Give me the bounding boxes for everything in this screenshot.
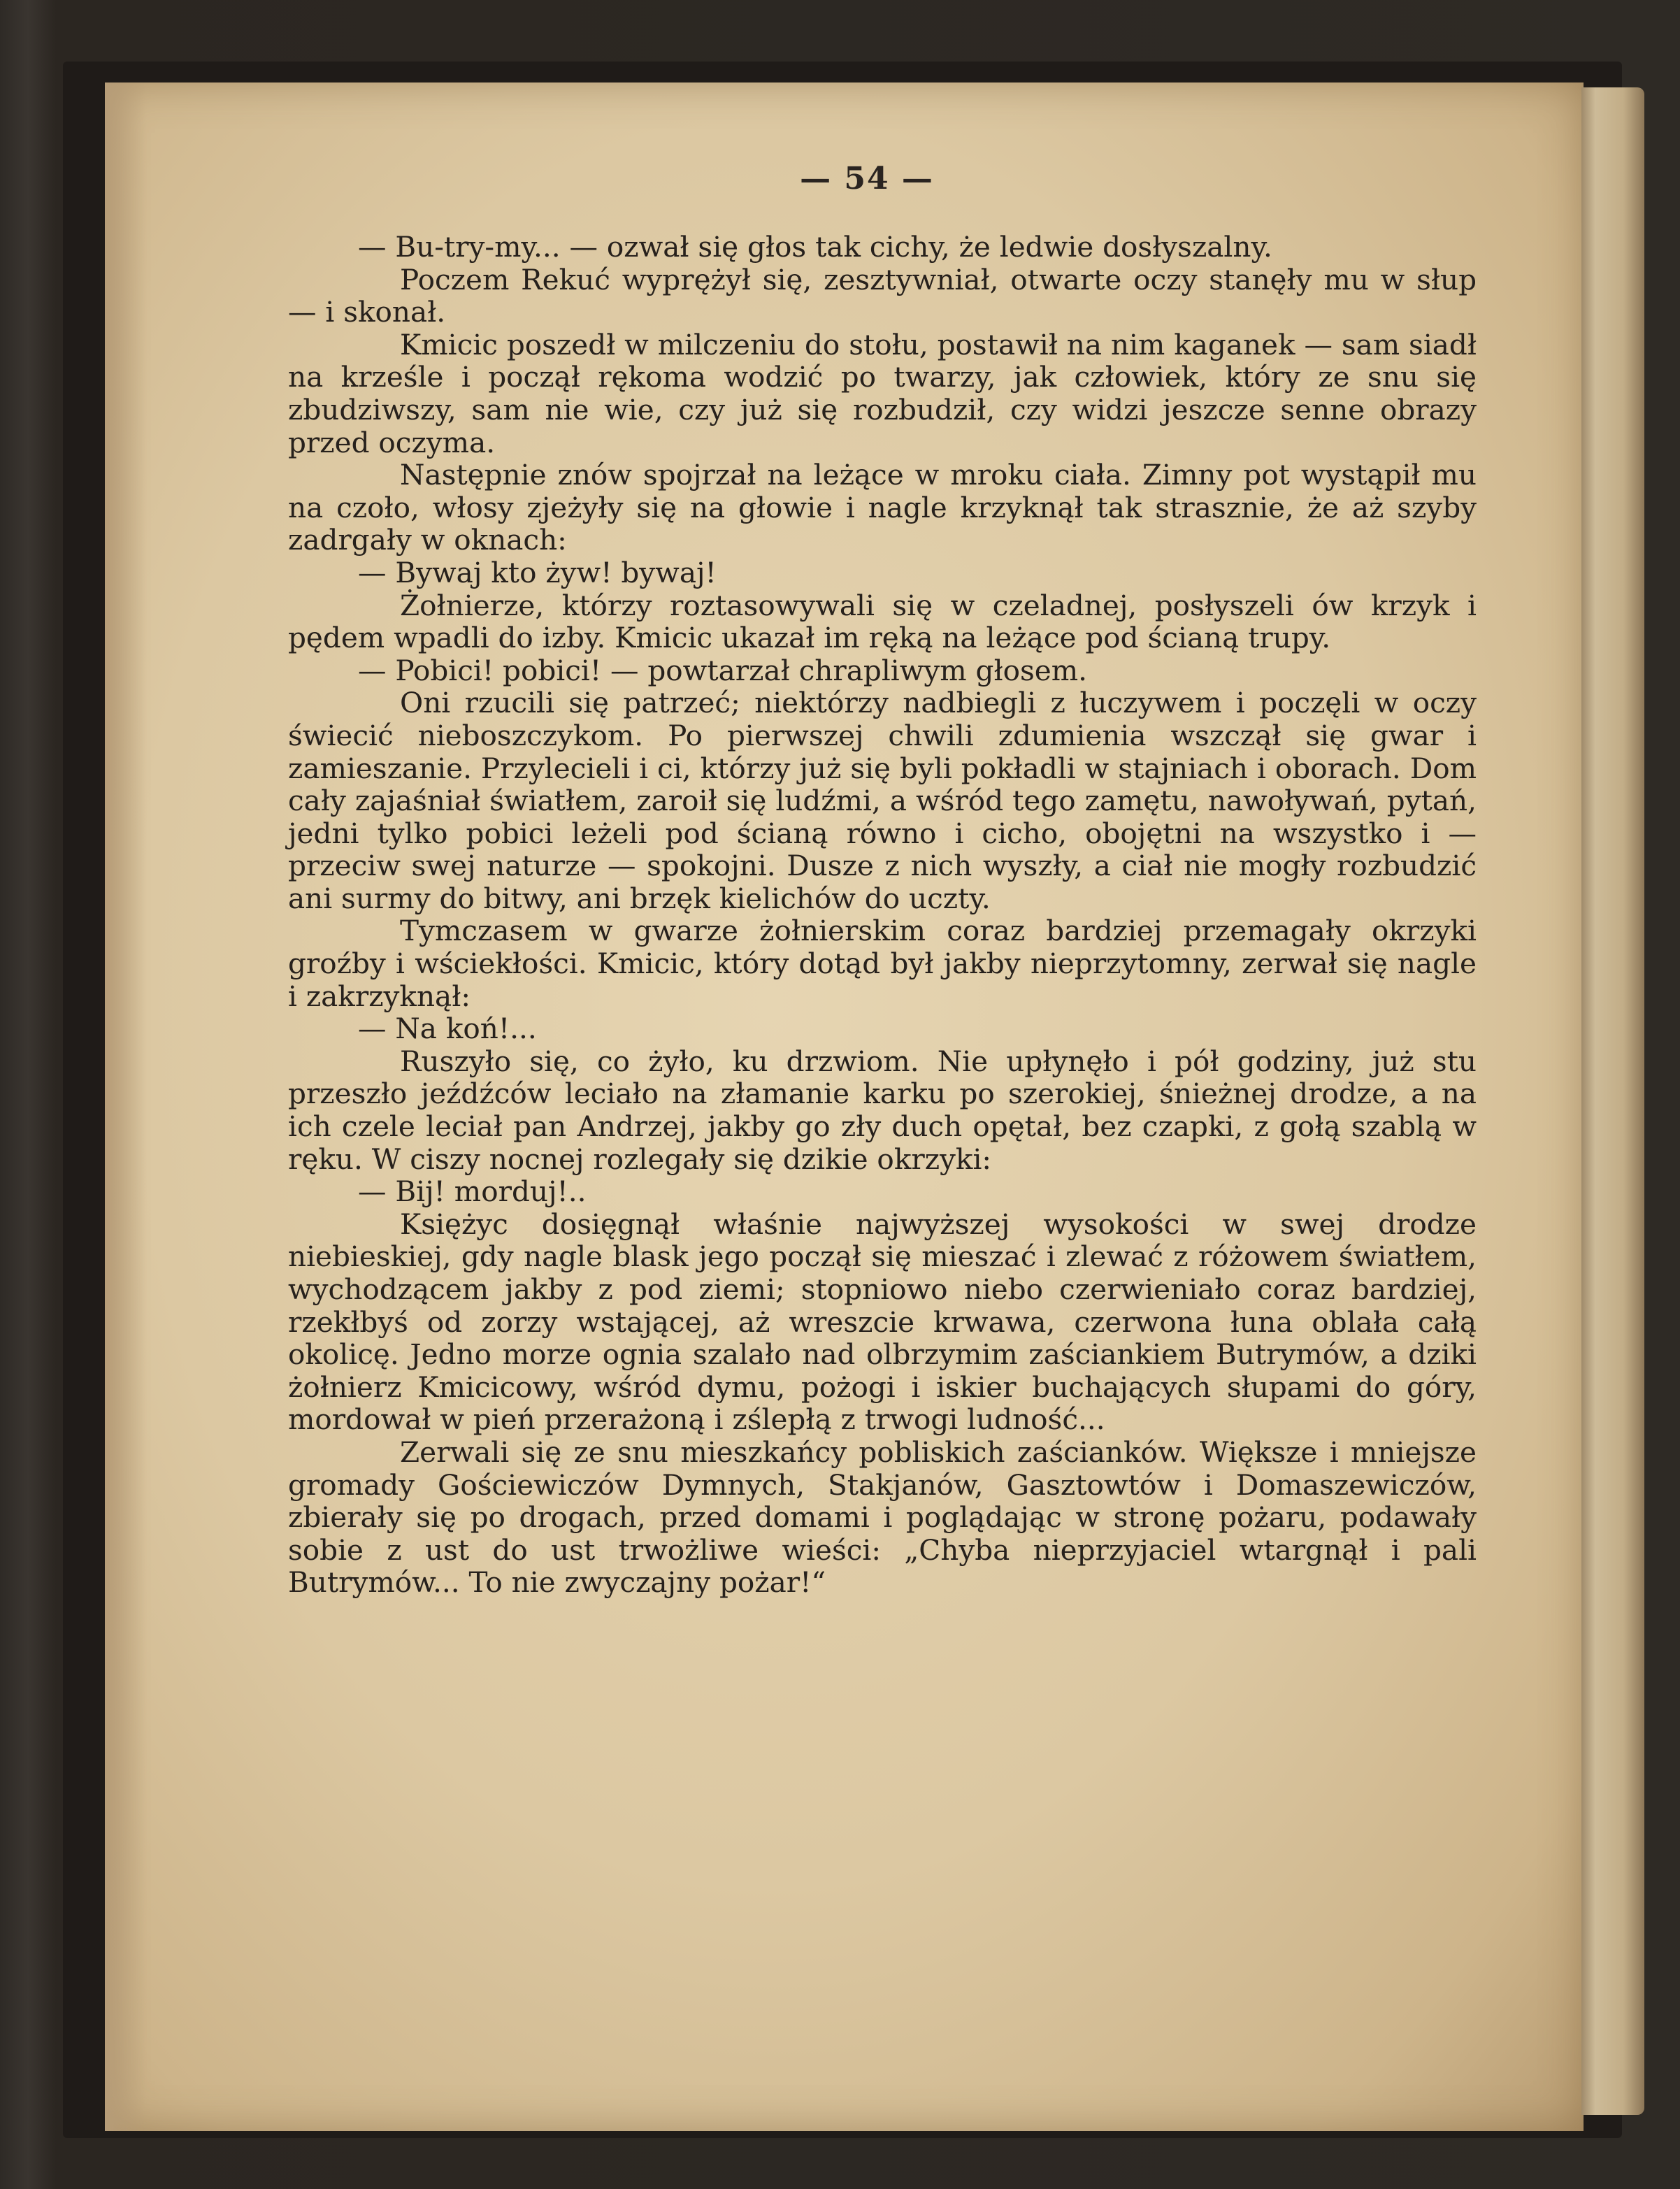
- paragraph-6: Żołnierze, którzy roztasowywali się w czeladnej, posłyszeli ów krzyk i pędem wpadli do izby. Kmicic ukazał im ręką na leżące pod ścianą trupy.: [288, 588, 1477, 655]
- paragraph-12: — Bij! morduj!..: [358, 1175, 587, 1209]
- paragraph-9: Tymczasem w gwarze żołnierskim coraz bardziej przemagały okrzyki groźby i wściekłości. Kmicic, który dotąd był jakby nieprzytomny, zerwał się nagle i zakrzyknął:: [288, 914, 1477, 1013]
- paragraph-13: Księżyc dosięgnął właśnie najwyższej wysokości w swej drodze niebieskiej, gdy nagle blask jego począł się mieszać i zlewać z różowem światłem, wychodzącem jakby z pod ziemi; stopniowo niebo czerwieniało coraz bardziej, rzekłbyś od zorzy wstającej, aż wreszcie krwawa, czerwona łuna oblała całą okolicę. Jedno morze ognia szalało nad olbrzymim zaściankiem Butrymów, a dziki żołnierz Kmicicowy, wśród dymu, pożogi i iskier buchających słupami do góry, mordował w pień przerażoną i zślepłą z trwogi ludność...: [288, 1207, 1477, 1437]
- paragraph-3: Kmicic poszedł w milczeniu do stołu, postawił na nim kaganek — sam siadł na krześle i począł rękoma wodzić po twarzy, jak człowiek, który ze snu się zbudziwszy, sam nie wie, czy już się rozbudził, czy widzi jeszcze senne obrazy przed oczyma.: [288, 327, 1477, 459]
- paragraph-5: — Bywaj kto żyw! bywaj!: [358, 555, 717, 589]
- paragraph-11: Ruszyło się, co żyło, ku drzwiom. Nie upłynęło i pół godziny, już stu przeszło jeźdźców leciało na złamanie karku po szerokiej, śnieżnej drodze, a na ich czele leciał pan Andrzej, jakby go zły duch opętał, bez czapki, z gołą szablą w ręku. W ciszy nocnej rozlegały się dzikie okrzyki:: [288, 1044, 1477, 1176]
- body-text: [288, 231, 1477, 1599]
- paragraph-8: Oni rzucili się patrzeć; niektórzy nadbiegli z łuczywem i poczęli w oczy świecić nieboszczykom. Po pierwszej chwili zdumienia wszczął się gwar i zamieszanie. Przylecieli i ci, którzy już się byli pokładli w stajniach i oborach. Dom cały zajaśniał światłem, zaroił się ludźmi, a wśród tego zamętu, nawoływań, pytań, jedni tylko pobici leżeli pod ścianą równo i cicho, obojętni na wszystko i — przeciw swej naturze — spokojni. Dusze z nich wyszły, a ciał nie mogły rozbudzić ani surmy do bitwy, ani brzęk kielichów do uczty.: [288, 686, 1477, 915]
- paragraph-2: Poczem Rekuć wyprężył się, zesztywniał, otwarte oczy stanęły mu w słup — i skonał.: [288, 262, 1477, 329]
- page-gutter-shadow: [105, 82, 147, 2131]
- paragraph-10: — Na koń!...: [358, 1012, 537, 1046]
- paragraph-4: Następnie znów spojrzał na leżące w mroku ciała. Zimny pot wystąpił mu na czoło, włosy zjeżyły się na głowie i nagle krzyknął tak strasznie, że aż szyby zadrgały w oknach:: [288, 458, 1477, 557]
- page-number: — 54 —: [800, 161, 934, 196]
- paragraph-7: — Pobici! pobici! — powtarzał chrapliwym głosem.: [358, 653, 1088, 687]
- adjacent-page-edge: [1581, 87, 1644, 2115]
- paragraph-14: Zerwali się ze snu mieszkańcy pobliskich zaścianków. Większe i mniejsze gromady Gościewiczów Dymnych, Stakjanów, Gasztowtów i Domaszewiczów, zbierały się po drogach, przed domami i poglądając w stronę pożaru, podawały sobie z ust do ust trwożliwe wieści: „Chyba nieprzyjaciel wtargnął i pali Butrymów... To nie zwyczajny pożar!“: [288, 1435, 1477, 1600]
- paragraph-1: — Bu-try-my... — ozwał się głos tak cichy, że ledwie dosłyszalny.: [358, 230, 1272, 264]
